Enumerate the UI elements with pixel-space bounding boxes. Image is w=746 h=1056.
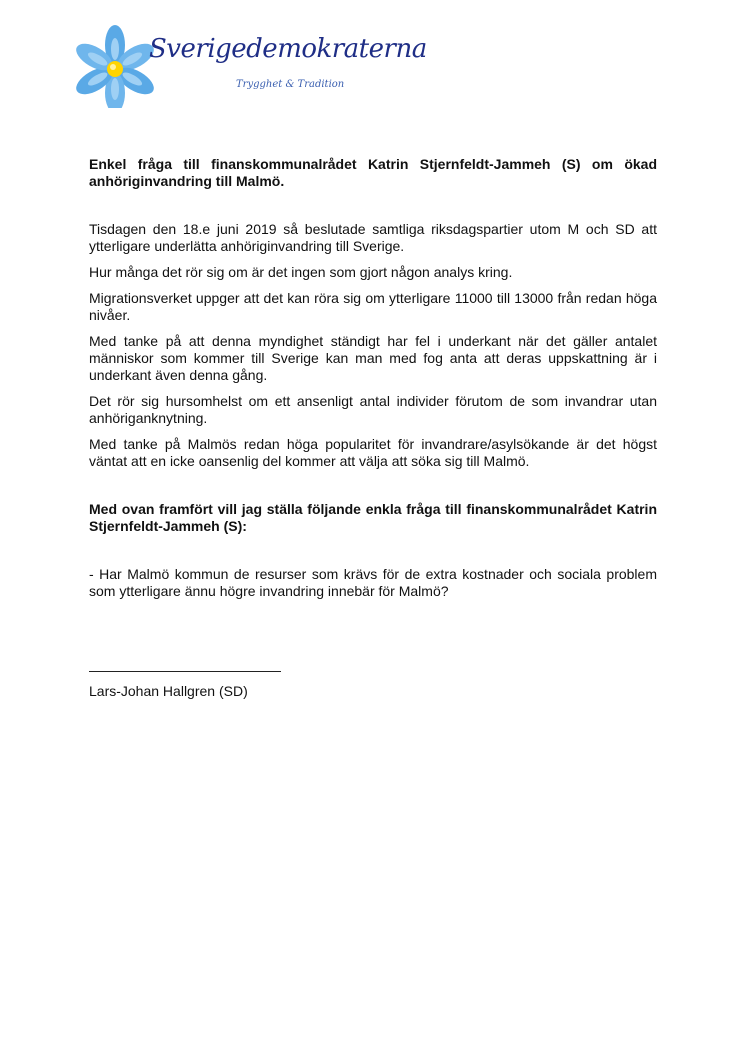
paragraph: Det rör sig hursomhelst om ett ansenligt antal individer förutom de som invandrar utan anhöriganknytning. [89, 393, 657, 426]
document-title: Enkel fråga till finanskommunalrådet Katrin Stjernfeldt-Jammeh (S) om ökad anhöriginvandring till Malmö. [89, 156, 657, 189]
document-body [89, 156, 657, 609]
logo-wordmark: Sverigedemokraterna [149, 34, 427, 64]
paragraph: Med tanke på Malmös redan höga popularitet för invandrare/asylsökande är det högst väntat att en icke oansenlig del kommer att välja att söka sig till Malmö. [89, 436, 657, 469]
paragraph: Tisdagen den 18.e juni 2019 så beslutade samtliga riksdagspartier utom M och SD att ytterligare underlätta anhöriginvandring till Sverige. [89, 221, 657, 254]
paragraph: Med tanke på att denna myndighet ständigt har fel i underkant när det gäller antalet människor som kommer till Sverige kan man med fog anta att deras uppskattning är i underkant även denna gång. [89, 333, 657, 383]
signature-name: Lars-Johan Hallgren (SD) [89, 683, 248, 699]
paragraph: Migrationsverket uppger att det kan röra sig om ytterligare 11000 till 13000 från redan höga nivåer. [89, 290, 657, 323]
party-logo [74, 24, 427, 108]
logo-tagline: Trygghet & Tradition [236, 79, 345, 90]
question-intro: Med ovan framfört vill jag ställa följande enkla fråga till finanskommunalrådet Katrin Stjernfeldt-Jammeh (S): [89, 501, 657, 534]
question-text: - Har Malmö kommun de resurser som krävs för de extra kostnader och sociala problem som ytterligare ännu högre invandring innebär för Malmö? [89, 566, 657, 599]
signature-line [89, 671, 281, 672]
paragraph: Hur många det rör sig om är det ingen som gjort någon analys kring. [89, 264, 513, 280]
